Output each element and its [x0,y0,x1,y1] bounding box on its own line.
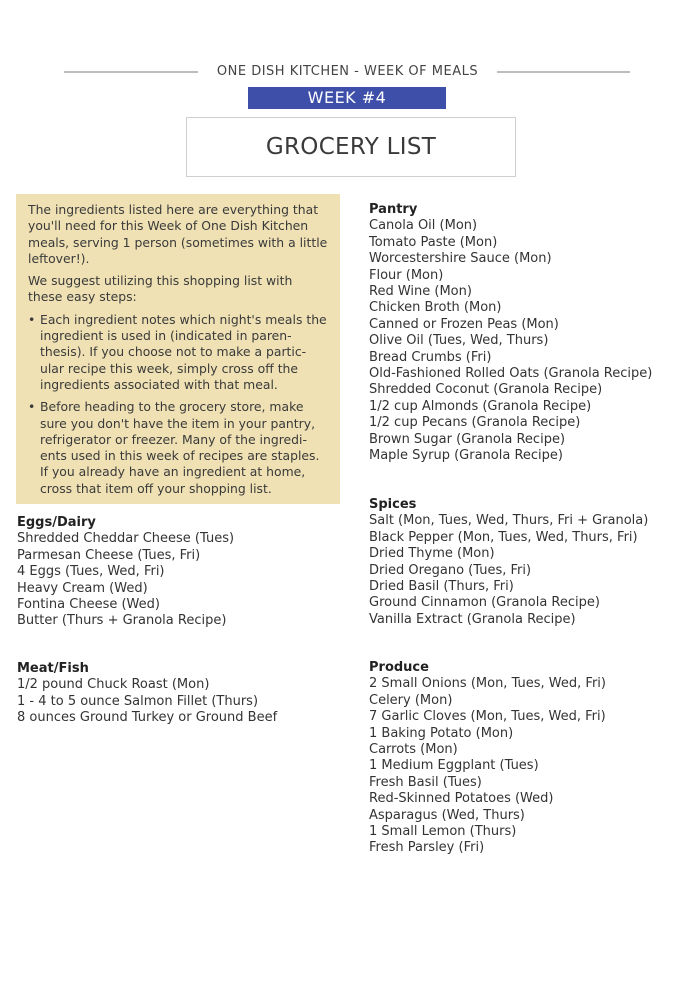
grocery-list [369,513,648,628]
grocery-item: Canola Oil (Mon) [369,218,478,234]
grocery-item: Olive Oil (Tues, Wed, Thurs) [369,333,549,349]
grocery-item: 2 Small Onions (Mon, Tues, Wed, Fri) [369,676,606,692]
section-spices [369,497,648,628]
grocery-list [17,677,277,726]
grocery-list [369,218,652,464]
grocery-item: 8 ounces Ground Turkey or Ground Beef [17,710,278,726]
section-pantry [369,202,652,465]
grocery-item: Brown Sugar (Granola Recipe) [369,431,566,447]
header-rule-left [64,71,198,73]
grocery-item: Worcestershire Sauce (Mon) [369,251,552,267]
grocery-item: Shredded Cheddar Cheese (Tues) [17,531,235,547]
grocery-item: 1/2 cup Pecans (Granola Recipe) [369,415,581,431]
intro-box [16,194,340,504]
intro-paragraph: The ingredients listed here are everything that you'll need for this Week of One Dish Kitchen meals, serving 1 person (sometimes with a little leftover!). [28,202,328,266]
grocery-item: 1 - 4 to 5 ounce Salmon Fillet (Thurs) [17,693,259,709]
grocery-item: Butter (Thurs + Granola Recipe) [17,613,227,629]
section-heading: Pantry [369,202,418,217]
grocery-item: 1/2 pound Chuck Roast (Mon) [17,677,210,693]
grocery-item: Shredded Coconut (Granola Recipe) [369,382,603,398]
grocery-item: Fontina Cheese (Wed) [17,597,160,613]
grocery-item: Red-Skinned Potatoes (Wed) [369,791,554,807]
grocery-item: Flour (Mon) [369,267,444,283]
grocery-list [17,531,234,629]
page-title: GROCERY LIST [265,134,437,160]
section-heading: Meat/Fish [17,661,89,676]
grocery-item: 1 Baking Potato (Mon) [369,725,514,741]
intro-step: • Each ingredient notes which night's meals the ingredient is used in (indicated in paren-thesis). If you choose not to make a partic-ular recipe this week, simply cross off the ingredients associated with that meal. [40,312,328,393]
header-rule-right [497,71,630,73]
grocery-item: Chicken Broth (Mon) [369,300,502,316]
grocery-item: 4 Eggs (Tues, Wed, Fri) [17,564,165,580]
section-heading: Spices [369,497,417,512]
section-meat-fish [17,661,277,727]
grocery-item: Dried Thyme (Mon) [369,546,495,562]
week-badge: WEEK #4 [248,87,446,109]
grocery-item: Celery (Mon) [369,692,453,708]
grocery-item: Ground Cinnamon (Granola Recipe) [369,595,600,611]
grocery-item: Dried Basil (Thurs, Fri) [369,579,514,595]
grocery-item: Canned or Frozen Peas (Mon) [369,316,559,332]
grocery-item: Maple Syrup (Granola Recipe) [369,448,563,464]
grocery-list [369,676,606,856]
site-title: ONE DISH KITCHEN - WEEK OF MEALS [216,64,479,79]
grocery-item: 7 Garlic Cloves (Mon, Tues, Wed, Fri) [369,709,606,725]
grocery-item: Bread Crumbs (Fri) [369,349,492,365]
grocery-item: 1/2 cup Almonds (Granola Recipe) [369,398,592,414]
intro-step: • Before heading to the grocery store, make sure you don't have the item in your pantry, refrigerator or freezer. Many of the ingredi-ents used in this week of recipes are staples. If you already have an ingredient at home, cross that item off your shopping list. [40,399,328,497]
grocery-item: Heavy Cream (Wed) [17,580,148,596]
grocery-item: Dried Oregano (Tues, Fri) [369,562,532,578]
grocery-item: Tomato Paste (Mon) [369,234,498,250]
section-heading: Eggs/Dairy [17,515,96,530]
grocery-item: Red Wine (Mon) [369,284,472,300]
grocery-item: 1 Medium Eggplant (Tues) [369,758,539,774]
section-produce [369,660,606,857]
intro-steps-list [28,312,328,497]
page-title-box [186,117,516,177]
grocery-item: Parmesan Cheese (Tues, Fri) [17,547,201,563]
grocery-item: Black Pepper (Mon, Tues, Wed, Thurs, Fri) [369,529,638,545]
grocery-item: Carrots (Mon) [369,742,458,758]
grocery-item: Asparagus (Wed, Thurs) [369,807,525,823]
grocery-item: Fresh Parsley (Fri) [369,840,485,856]
section-heading: Produce [369,660,429,675]
grocery-item: Vanilla Extract (Granola Recipe) [369,611,576,627]
grocery-item: Salt (Mon, Tues, Wed, Thurs, Fri + Granola) [369,513,649,529]
intro-paragraph: We suggest utilizing this shopping list with these easy steps: [28,273,293,305]
grocery-item: Old-Fashioned Rolled Oats (Granola Recipe) [369,366,653,382]
grocery-item: 1 Small Lemon (Thurs) [369,824,517,840]
grocery-item: Fresh Basil (Tues) [369,774,482,790]
section-eggs-dairy [17,515,234,630]
